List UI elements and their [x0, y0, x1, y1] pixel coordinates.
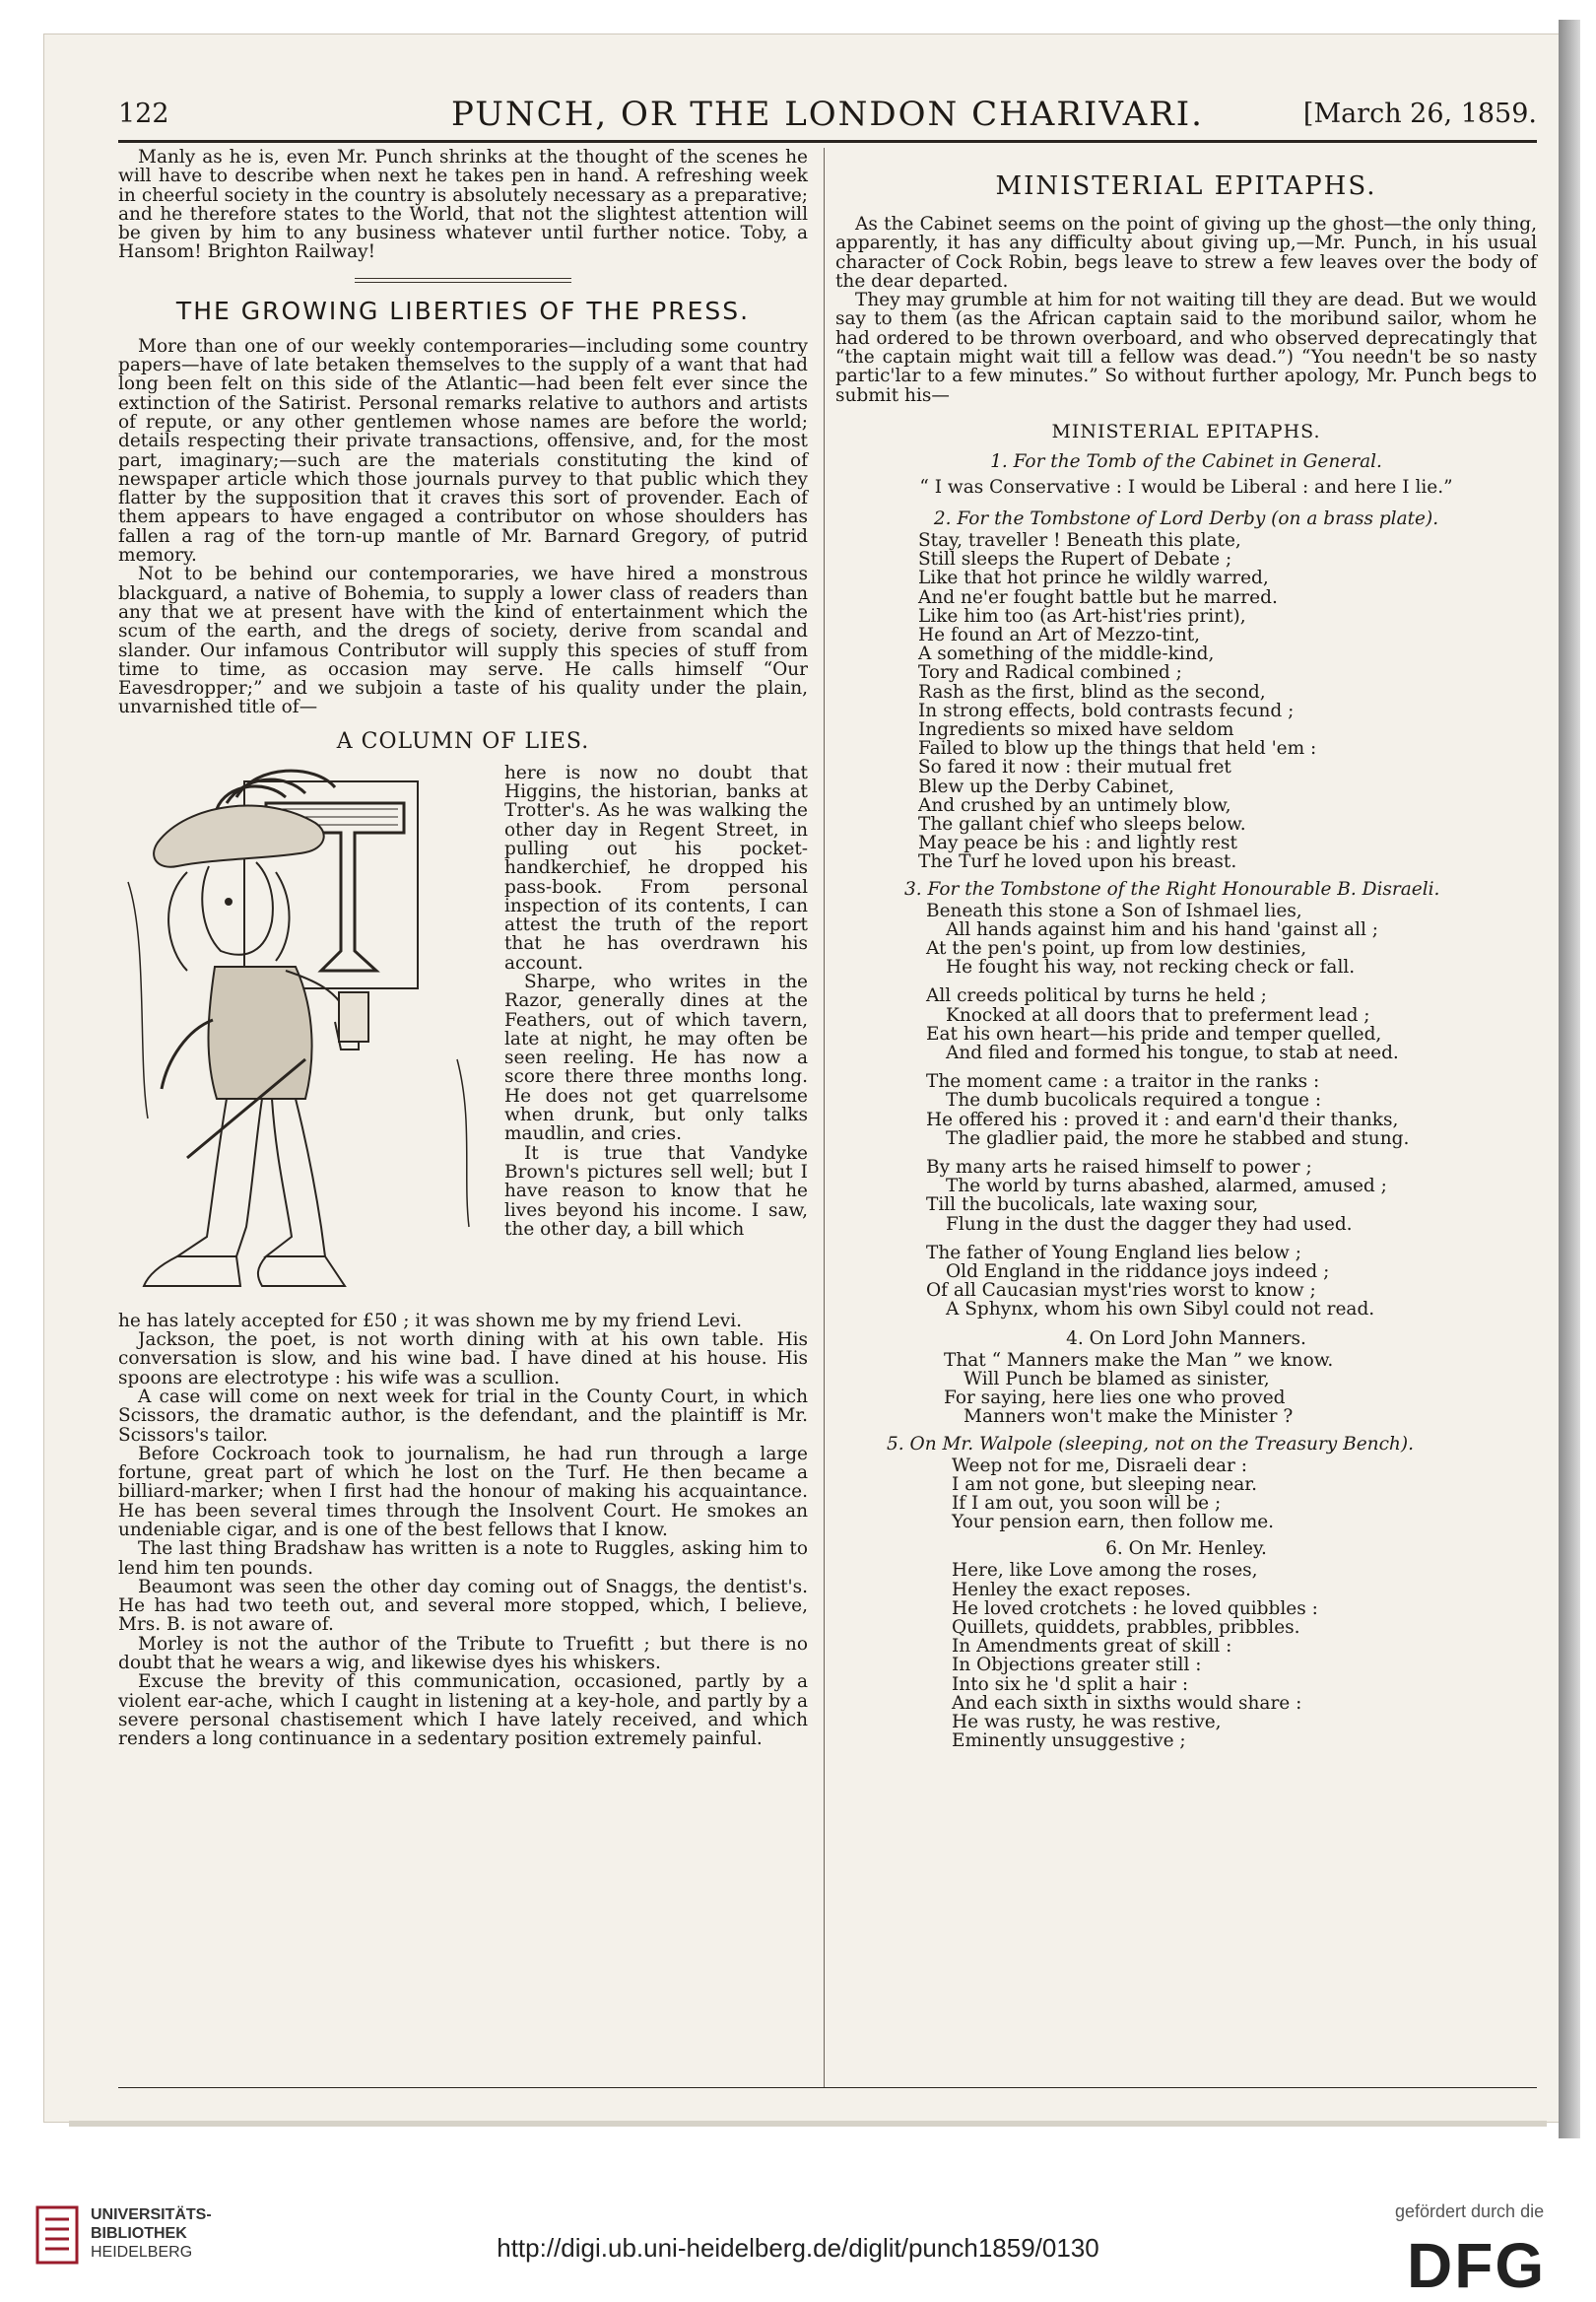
lie-paragraph: Morley is not the author of the Tribute to Truefitt ; but there is no doubt that he wears a wig, and likewise dyes his whiskers. [118, 1633, 808, 1674]
poem-line: Weep not for me, Disraeli dear : [952, 1455, 1248, 1476]
poem-line: Of all Caucasian myst'ries worst to know ; [926, 1280, 1316, 1302]
institution-line: HEIDELBERG [91, 2244, 193, 2261]
poem-line: Will Punch be blamed as sinister, [964, 1368, 1270, 1389]
poem-line: In strong effects, bold contrasts fecund ; [918, 700, 1295, 721]
book-edge-shadow [1559, 20, 1580, 2138]
poem-line: The gladlier paid, the more he stabbed and stung. [946, 1127, 1410, 1149]
lie-paragraph: It is true that Vandyke Brown's pictures sell well; but I have reason to know that he lives beyond his income. I saw, the other day, a bill which [504, 1142, 808, 1240]
poem-line: Ingredients so mixed have seldom [918, 719, 1234, 740]
poem-line: Like him too (as Art-hist'ries print), [918, 605, 1246, 627]
poem-line: Still sleeps the Rupert of Debate ; [918, 549, 1232, 571]
poem-line: Your pension earn, then follow me. [952, 1512, 1275, 1533]
illustrated-initial-block [118, 764, 808, 1312]
poem-line: And each sixth in sixths would share : [952, 1692, 1302, 1714]
lie-paragraph: he has lately accepted for £50 ; it was shown me by my friend Levi. [118, 1310, 743, 1331]
article-heading: THE GROWING LIBERTIES OF THE PRESS. [175, 296, 751, 325]
poem-line: I am not gone, but sleeping near. [952, 1473, 1257, 1495]
page-header [118, 95, 1537, 138]
cavalier-illustration [118, 764, 493, 1312]
poem-line: All hands against him and his hand 'gainst all ; [946, 918, 1378, 940]
epitaph-poem [944, 1351, 1537, 1427]
poem-line: He loved crotchets : he loved quibbles : [952, 1597, 1318, 1619]
page-number: 122 [118, 99, 169, 129]
lie-paragraph: The last thing Bradshaw has written is a note to Ruggles, asking him to lend him ten pounds. [118, 1538, 808, 1579]
poem-line: If I am out, you soon will be ; [952, 1492, 1222, 1514]
poem-line: Eminently unsuggestive ; [952, 1730, 1186, 1752]
poem-line: Here, like Love among the roses, [952, 1560, 1258, 1582]
poem-line: The Turf he loved upon his breast. [918, 851, 1237, 873]
poem-line: He offered his : proved it : and earn'd their thanks, [926, 1109, 1399, 1130]
epitaph-poem [926, 902, 1537, 1320]
poem-line: By many arts he raised himself to power ; [926, 1157, 1312, 1179]
poem-line: Eat his own heart—his pride and temper quelled, [926, 1023, 1382, 1045]
poem-line: The world by turns abashed, alarmed, amused ; [946, 1176, 1387, 1197]
epitaphs-subtitle: MINISTERIAL EPITAPHS. [1051, 420, 1321, 442]
poem-line: The gallant chief who sleeps below. [918, 814, 1246, 836]
lie-paragraph: Beaumont was seen the other day coming out of Snaggs, the dentist's. He has had two teeth out, and several more stopped, which, I believe, Mrs. B. is not aware of. [118, 1576, 808, 1636]
poem-line: All creeds political by turns he held ; [926, 985, 1267, 1007]
section-rule [355, 282, 571, 283]
epitaph-heading: 6. On Mr. Henley. [1105, 1538, 1267, 1560]
poem-stanza [926, 1072, 1537, 1148]
poem-line: That “ Manners make the Man ” we know. [944, 1349, 1334, 1371]
section-rule [355, 278, 571, 279]
poem-line: A Sphynx, whom his own Sibyl could not read. [946, 1299, 1375, 1320]
poem-line: Flung in the dust the dagger they had used. [946, 1213, 1353, 1235]
poem-line: Quillets, quiddets, prabbles, pribbles. [952, 1616, 1300, 1638]
dfg-logo: DFG [1407, 2230, 1547, 2301]
funding-note: gefördert durch die [1395, 2201, 1545, 2221]
column-divider [824, 148, 825, 2087]
epitaph-heading: 1. For the Tomb of the Cabinet in General. [990, 450, 1382, 472]
illustrated-text [504, 764, 808, 1239]
epitaph-heading: 5. On Mr. Walpole (sleeping, not on the Treasury Bench). [887, 1433, 1414, 1455]
issue-date: [March 26, 1859. [1302, 99, 1537, 129]
poem-line: In Objections greater still : [952, 1655, 1202, 1676]
epitaph-poem [918, 531, 1537, 872]
header-rule [118, 140, 1537, 143]
lie-paragraph: Before Cockroach took to journalism, he had run through a large fortune, great part of which he lost on the Turf. He then became a billiard-marker; when I first had the honour of making his acquaintance. He has been several times through the Insolvent Court. He smokes an undeniable cigar, and is one of the best fellows that I know. [118, 1443, 808, 1540]
poem-line: In Amendments great of skill : [952, 1636, 1232, 1658]
poem-stanza [926, 986, 1537, 1062]
article-paragraph: Not to be behind our contemporaries, we have hired a monstrous blackguard, a native of Bohemia, to supply a lower class of readers than any that we at present have with the kind of entertainment which the scum of the earth, and the dregs of society, derive from scandal and slander. Our infamous Contributor will supply this species of stuff from time to time, as occasion may serve. He calls himself “Our Eavesdropper;” and we subjoin a taste of his quality under the plain, unvarnished title of— [118, 564, 808, 718]
poem-line: Beneath this stone a Son of Ishmael lies, [926, 900, 1302, 921]
poem-line: Old England in the riddance joys indeed ; [946, 1261, 1330, 1283]
poem-line: Blew up the Derby Cabinet, [918, 776, 1174, 797]
poem-line: And filed and formed his tongue, to stab at need. [946, 1043, 1399, 1064]
poem-line: And crushed by an untimely blow, [918, 794, 1231, 816]
epitaph-heading: 2. For the Tombstone of Lord Derby (on a brass plate). [933, 508, 1439, 529]
epitaph-heading: 4. On Lord John Manners. [1066, 1327, 1306, 1349]
poem-line: Manners won't make the Minister ? [964, 1406, 1294, 1428]
footer-rule [118, 2087, 1537, 2088]
poem-line: Till the bucolicals, late waxing sour, [926, 1194, 1259, 1216]
poem-line: He was rusty, he was restive, [952, 1711, 1222, 1732]
poem-line: So fared it now : their mutual fret [918, 757, 1231, 779]
poem-line: May peace be his : and lightly rest [918, 833, 1237, 854]
article-paragraph: More than one of our weekly contemporaries—including some country papers—have of late betaken themselves to the supply of a want that had long been felt on this side of the Atlantic—had been felt ever since the extinction of the Satirist. Personal remarks relative to authors and artists of repute, or any other gentlemen whose names are before the world; details respecting their private transactions, offensive, and, for the most part, imaginary;—such are the materials constituting the kind of newspaper article which those journals purvey to that public which they flatter by the supposition that it craves this sort of provender. Each of them appears to have engaged a contributor on whose shoulders has fallen a rag of the torn-up mantle of Mr. Barnard Gregory, of putrid memory. [118, 335, 808, 567]
lie-paragraph: Excuse the brevity of this communication, occasioned, partly by a violent ear-ache, which I caught in listening at a key-hole, and partly by a severe personal chastisement which I have lately received, and which renders a long continuance in a sedentary position extremely painful. [118, 1671, 808, 1750]
institution-line: BIBLIOTHEK [91, 2225, 187, 2242]
lie-paragraph: A case will come on next week for trial in the County Court, in which Scissors, the dramatic author, is the defendant, and the plaintiff is Mr. Scissors's tailor. [118, 1386, 808, 1446]
epitaph-line: “ I was Conservative : I would be Liberal : and here I lie.” [919, 476, 1453, 498]
epitaph-poem [952, 1456, 1537, 1532]
poem-line: Failed to blow up the things that held 'em : [918, 738, 1317, 760]
poem-line: And ne'er fought battle but he marred. [918, 586, 1278, 608]
poem-line: The father of Young England lies below ; [926, 1242, 1301, 1263]
epitaphs-intro: As the Cabinet seems on the point of giving up the ghost—the only thing, apparently, it has any difficulty about giving up,—Mr. Punch, in his usual character of Cock Robin, begs leave to strew a few leaves over the body of the dear departed. [835, 214, 1537, 292]
poem-stanza [926, 902, 1537, 978]
poem-line: At the pen's point, up from low destinies, [926, 938, 1307, 960]
right-column [835, 148, 1537, 1758]
page-bottom-edge [69, 2121, 1547, 2127]
poem-line: He fought his way, not recking check or fall. [946, 957, 1356, 979]
epitaph-poem [952, 1561, 1537, 1750]
epitaph-heading: 3. For the Tombstone of the Right Honourable B. Disraeli. [904, 878, 1440, 900]
poem-line: He found an Art of Mezzo-tint, [918, 624, 1201, 645]
lie-paragraph: here is now no doubt that Higgins, the historian, banks at Trotter's. As he was walking the other day in Regent Street, in pulling out his pocket-handkerchief, he dropped his pass-book. From personal inspection of its contents, I can attest the truth of the report that he has overdrawn his account. [504, 762, 808, 974]
lie-paragraph: Jackson, the poet, is not worth dining with at his own table. His conversation is slow, and his wine bad. I have dined at his house. His spoons are electrotype : his wife was a scullion. [118, 1329, 808, 1388]
column-title: A COLUMN OF LIES. [336, 728, 590, 754]
poem-line: For saying, here lies one who proved [944, 1388, 1286, 1409]
lie-paragraph: Sharpe, who writes in the Razor, generally dines at the Feathers, out of which tavern, late at night, he may often be seen reeling. He has now a score there three months long. He does not get quarrelsome when drunk, but only talks maudlin, and cries. [504, 971, 808, 1145]
poem-line: A something of the middle-kind, [918, 643, 1215, 665]
institution-line: UNIVERSITÄTS- [91, 2206, 212, 2223]
poem-line: Henley the exact reposes. [952, 1579, 1192, 1600]
poem-line: Tory and Radical combined ; [918, 662, 1182, 684]
poem-line: Into six he 'd split a hair : [952, 1673, 1189, 1695]
epitaphs-intro: They may grumble at him for not waiting till they are dead. But we would say to them (as the African captain said to the moribund sailor, whom he had ordered to be thrown overboard, and who observed deprecatingly that “the captain might wait till a fellow was dead.”) “You needn't be so nasty partic'lar to a few minutes.” So without further apology, Mr. Punch begs to submit his— [835, 290, 1537, 406]
poem-line: The moment came : a traitor in the ranks : [926, 1071, 1320, 1093]
poem-stanza [926, 1158, 1537, 1234]
poem-line: Knocked at all doors that to preferment lead ; [946, 1004, 1370, 1026]
epitaphs-title: MINISTERIAL EPITAPHS. [995, 171, 1377, 201]
poem-line: Rash as the first, blind as the second, [918, 681, 1266, 703]
source-url[interactable]: http://digi.ub.uni-heidelberg.de/diglit/punch1859/0130 [497, 2233, 1099, 2263]
intro-paragraph: Manly as he is, even Mr. Punch shrinks at the thought of the scenes he will have to describe when next he takes pen in hand. A refreshing week in cheerful society in the country is absolutely necessary as a preparative; and he therefore states to the World, that not the slightest attention will be given by him to any business whatever until further notice. Toby, a Hansom! Brighton Railway! [118, 147, 808, 263]
running-title: PUNCH, OR THE LONDON CHARIVARI. [451, 95, 1204, 134]
poem-line: Stay, traveller ! Beneath this plate, [918, 529, 1241, 551]
poem-line: Like that hot prince he wildly warred, [918, 568, 1269, 589]
left-column [118, 148, 808, 1749]
poem-stanza [926, 1244, 1537, 1320]
poem-line: The dumb bucolicals required a tongue : [946, 1090, 1322, 1112]
